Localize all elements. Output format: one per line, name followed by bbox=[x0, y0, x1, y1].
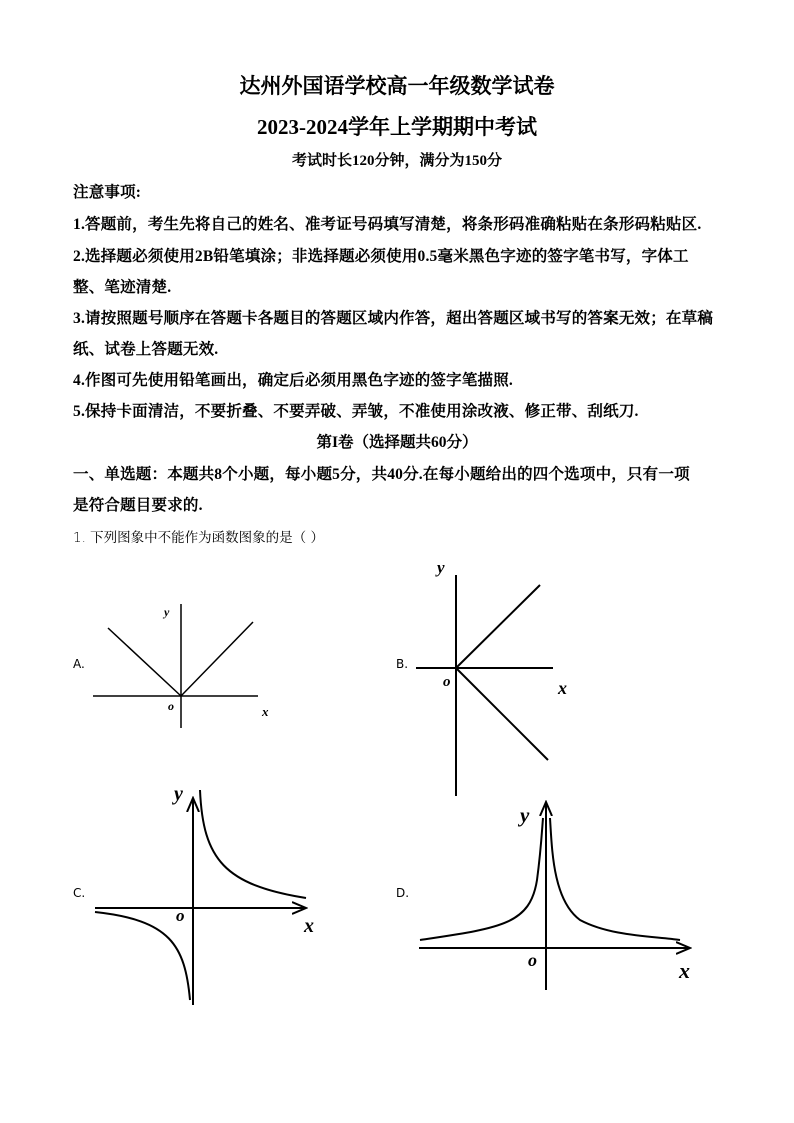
graph-b-origin-label: o bbox=[443, 674, 451, 690]
notes-heading: 注意事项: bbox=[73, 184, 142, 201]
graph-a-x-label: x bbox=[262, 704, 269, 719]
graph-c-origin-label: o bbox=[176, 906, 185, 925]
section-instruction: 是符合题目要求的. bbox=[73, 497, 203, 514]
note-line: 4.作图可先使用铅笔画出，确定后必须用黑色字迹的签字笔描照. bbox=[73, 372, 514, 389]
question-stem: 1. 下列图象中不能作为函数图象的是（ ） bbox=[73, 530, 324, 546]
graph-c-y-label: y bbox=[174, 783, 183, 805]
graph-d-y-label: y bbox=[520, 803, 530, 827]
note-line: 5.保持卡面清洁，不要折叠、不要弄破、弄皱，不准使用涂改液、修正带、刮纸刀. bbox=[73, 403, 639, 420]
option-d-label[interactable]: D. bbox=[396, 886, 410, 900]
note-line: 2.选择题必须使用2B铅笔填涂；非选择题必须使用0.5毫米黑色字迹的签字笔书写，字体工 bbox=[73, 248, 689, 265]
graph-d-origin-label: o bbox=[528, 950, 537, 970]
graph-a bbox=[93, 604, 258, 728]
graph-b-y-label: y bbox=[437, 558, 445, 577]
note-line: 3.请按照题号顺序在答题卡各题目的答题区域内作答，超出答题区域书写的答案无效；在草稿 bbox=[73, 310, 714, 327]
graph-a-origin-label: o bbox=[168, 699, 174, 713]
section-title: 第I卷（选择题共60分） bbox=[316, 434, 478, 451]
note-line: 1.答题前，考生先将自己的姓名、准考证号码填写清楚，将条形码准确粘贴在条形码粘贴区. bbox=[73, 216, 702, 233]
option-c-label[interactable]: C. bbox=[73, 886, 86, 900]
option-a-label[interactable]: A. bbox=[73, 657, 85, 671]
section-instruction: 一、单选题：本题共8个小题，每小题5分，共40分.在每小题给出的四个选项中，只有一项 bbox=[73, 466, 690, 483]
note-line: 整、笔迹清楚. bbox=[73, 279, 172, 296]
exam-info: 考试时长120分钟，满分为150分 bbox=[291, 153, 502, 169]
graph-d-x-label: x bbox=[679, 958, 690, 983]
page-title: 达州外国语学校高一年级数学试卷 bbox=[239, 74, 555, 98]
graph-b-x-label: x bbox=[558, 678, 567, 698]
page-subtitle: 2023-2024学年上学期期中考试 bbox=[257, 115, 537, 139]
graph-c bbox=[95, 790, 306, 1005]
note-line: 纸、试卷上答题无效. bbox=[73, 341, 219, 358]
graph-c-x-label: x bbox=[304, 915, 314, 937]
option-b-label[interactable]: B. bbox=[396, 657, 409, 671]
graph-a-y-label: y bbox=[164, 605, 170, 619]
graph-d bbox=[419, 802, 690, 990]
graph-b bbox=[416, 575, 553, 796]
